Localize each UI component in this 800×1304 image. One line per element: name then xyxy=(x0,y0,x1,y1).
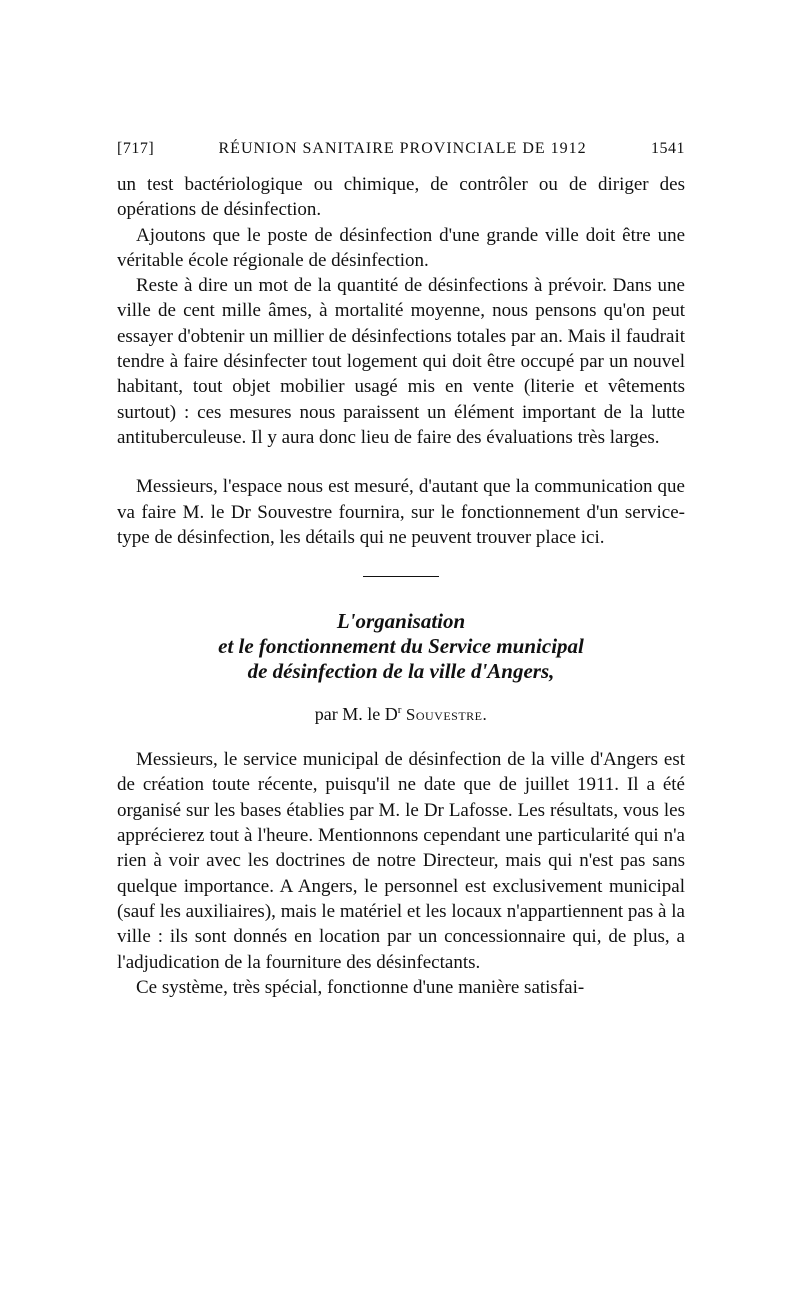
running-title: RÉUNION SANITAIRE PROVINCIALE DE 1912 xyxy=(218,140,587,157)
paragraph: Ce système, très spécial, fonctionne d'une manière satisfai- xyxy=(136,976,585,998)
paragraph: Messieurs, le service municipal de désinfection de la ville d'Angers est de création toute récente, puisqu'il ne date que de juillet 1911. Il a été organisé sur les bases établies par M. le Dr Lafosse. Les résultats, vous les apprécierez tout à l'heure. Mentionnons cependant une particularité qui n'a rien à voir avec les doctrines de notre Directeur, mais qui n'est pas sans quelque importance. A Angers, le personnel est exclusivement municipal (sauf les auxiliaires), mais le matériel et les locaux n'appartiennent pas à la ville : ils sont donnés en location par un concessionnaire qui, de plus, a l'adjudication de la fourniture des désinfectants. xyxy=(117,749,685,973)
paragraph: un test bactériologique ou chimique, de contrôler ou de diriger des opérations de désinfection. xyxy=(117,174,685,221)
paragraph: Reste à dire un mot de la quantité de désinfections à prévoir. Dans une ville de cent mille âmes, à mortalité moyenne, nous pensons qu'on peut essayer d'obtenir un millier de désinfections totales par an. Mais il faudrait tendre à faire désinfecter tout logement qui doit être occupé par un nouvel habitant, tout objet mobilier usagé mis en vente (literie et vêtements surtout) : ces mesures nous paraissent un élément important de la lutte antituberculeuse. Il y aura donc lieu de faire des évaluations très larges. xyxy=(117,275,685,448)
article-title-line: L'organisation xyxy=(336,609,466,634)
page xyxy=(117,140,685,1000)
byline-author: Souvestre. xyxy=(405,705,488,725)
article-title-line: de désinfection de la ville d'Angers, xyxy=(247,659,555,684)
article-title-line: et le fonctionnement du Service municipal xyxy=(218,634,584,659)
running-head xyxy=(117,140,685,158)
article-title xyxy=(117,609,685,684)
paragraph: Messieurs, l'espace nous est mesuré, d'autant que la communication que va faire M. le Dr Souvestre fournira, sur le fonctionnement d'un service-type de désinfection, les détails qui ne peuvent trouver place ici. xyxy=(117,476,685,548)
page-number: 1541 xyxy=(650,140,685,157)
byline xyxy=(117,704,685,725)
byline-sup: r xyxy=(397,704,402,717)
section-divider xyxy=(363,576,439,577)
page-ref: [717] xyxy=(117,140,155,157)
paragraph: Ajoutons que le poste de désinfection d'une grande ville doit être une véritable école régionale de désinfection. xyxy=(117,224,685,271)
byline-prefix: par M. le D xyxy=(314,704,398,725)
